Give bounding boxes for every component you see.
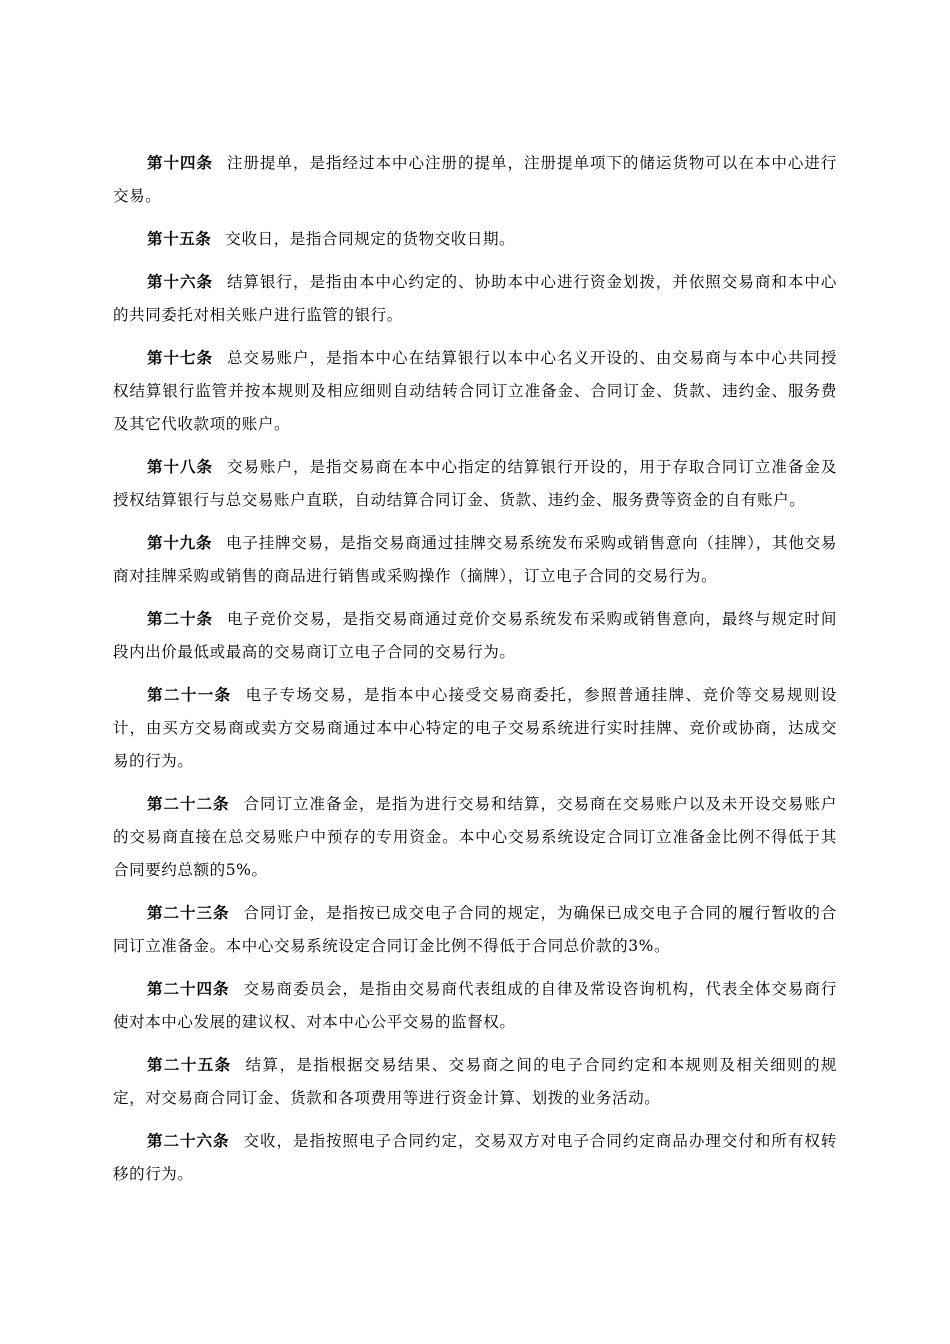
article-21 bbox=[113, 678, 837, 778]
article-16 bbox=[113, 265, 837, 332]
article-text: 电子专场交易，是指本中心接受交易商委托，参照普通挂牌、竞价等交易规则设计，由买方交易商或卖方交易商通过本中心特定的电子交易系统进行实时挂牌、竞价或协商，达成交易的行为。 bbox=[113, 686, 837, 770]
article-24 bbox=[113, 972, 837, 1039]
article-number: 第二十二条 bbox=[147, 794, 230, 813]
article-22 bbox=[113, 787, 837, 887]
article-number: 第二十四条 bbox=[147, 979, 230, 998]
article-25 bbox=[113, 1048, 837, 1115]
article-17 bbox=[113, 341, 837, 441]
article-text: 交易账户，是指交易商在本中心指定的结算银行开设的，用于存取合同订立准备金及授权结算银行与总交易账户直联，自动结算合同订金、货款、违约金、服务费等资金的自有账户。 bbox=[113, 458, 838, 509]
article-23 bbox=[113, 896, 837, 963]
article-number: 第二十三条 bbox=[147, 903, 230, 922]
article-text: 合同订立准备金，是指为进行交易和结算，交易商在交易账户以及未开设交易账户的交易商直接在总交易账户中预存的专用资金。本中心交易系统设定合同订立准备金比例不得低于其合同要约总额的5%。 bbox=[113, 795, 837, 879]
document-page bbox=[113, 146, 837, 1200]
article-15 bbox=[113, 222, 837, 256]
article-text: 电子竞价交易，是指交易商通过竞价交易系统发布采购或销售意向，最终与规定时间段内出价最低或最高的交易商订立电子合同的交易行为。 bbox=[113, 610, 838, 661]
article-14 bbox=[113, 146, 837, 213]
article-number: 第二十一条 bbox=[147, 685, 232, 704]
article-18 bbox=[113, 450, 837, 517]
article-number: 第十八条 bbox=[147, 457, 213, 476]
article-text: 结算银行，是指由本中心约定的、协助本中心进行资金划拨，并依照交易商和本中心的共同委托对相关账户进行监管的银行。 bbox=[113, 273, 838, 324]
article-text: 总交易账户，是指本中心在结算银行以本中心名义开设的、由交易商与本中心共同授权结算银行监管并按本规则及相应细则自动结转合同订立准备金、合同订金、货款、违约金、服务费及其它代收款项的账户。 bbox=[113, 349, 838, 433]
article-text: 结算，是指根据交易结果、交易商之间的电子合同约定和本规则及相关细则的规定，对交易商合同订金、货款和各项费用等进行资金计算、划拨的业务活动。 bbox=[113, 1056, 837, 1107]
article-text: 交收日，是指合同规定的货物交收日期。 bbox=[225, 230, 516, 248]
article-26 bbox=[113, 1124, 837, 1191]
article-number: 第十五条 bbox=[147, 229, 212, 248]
article-number: 第二十六条 bbox=[147, 1131, 230, 1150]
article-number: 第二十条 bbox=[147, 609, 213, 628]
article-text: 交收，是指按照电子合同约定，交易双方对电子合同约定商品办理交付和所有权转移的行为。 bbox=[113, 1132, 837, 1183]
article-text: 合同订金，是指按已成交电子合同的规定，为确保已成交电子合同的履行暂收的合同订立准备金。本中心交易系统设定合同订金比例不得低于合同总价款的3%。 bbox=[113, 904, 837, 955]
article-19 bbox=[113, 526, 837, 593]
article-number: 第十七条 bbox=[147, 348, 213, 367]
article-20 bbox=[113, 602, 837, 669]
article-text: 注册提单，是指经过本中心注册的提单，注册提单项下的储运货物可以在本中心进行交易。 bbox=[113, 154, 838, 205]
article-number: 第十九条 bbox=[147, 533, 213, 552]
article-number: 第十六条 bbox=[147, 272, 213, 291]
article-number: 第二十五条 bbox=[147, 1055, 232, 1074]
article-number: 第十四条 bbox=[147, 153, 213, 172]
article-text: 交易商委员会，是指由交易商代表组成的自律及常设咨询机构，代表全体交易商行使对本中心发展的建议权、对本中心公平交易的监督权。 bbox=[113, 980, 837, 1031]
article-text: 电子挂牌交易，是指交易商通过挂牌交易系统发布采购或销售意向（挂牌），其他交易商对挂牌采购或销售的商品进行销售或采购操作（摘牌），订立电子合同的交易行为。 bbox=[113, 534, 837, 585]
